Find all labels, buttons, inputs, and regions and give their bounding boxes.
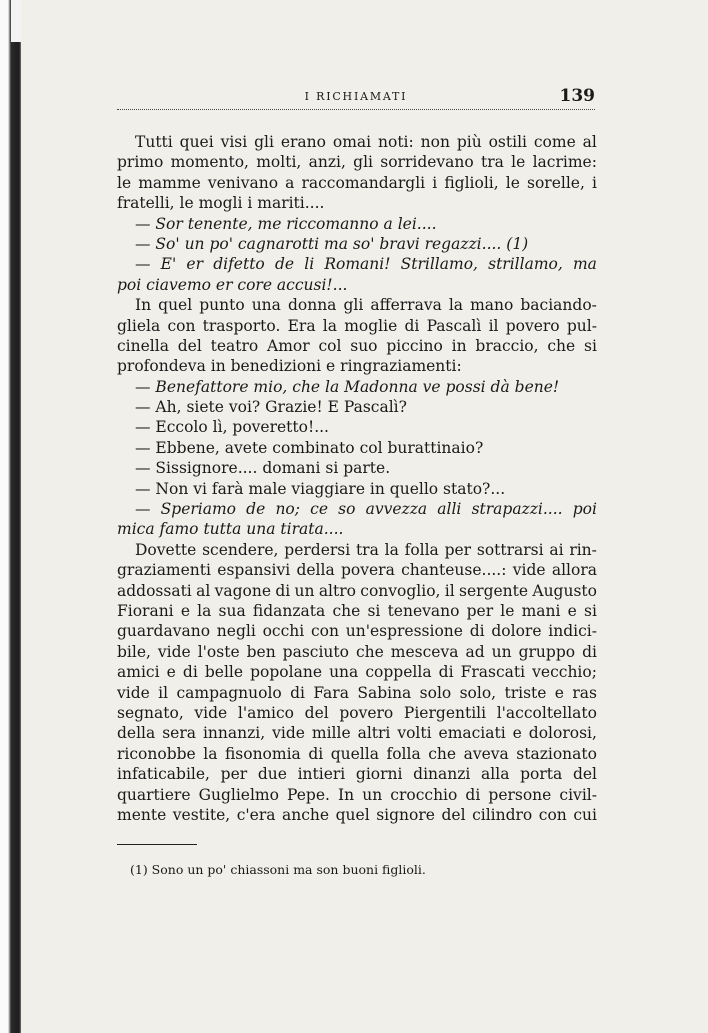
word: tra	[355, 540, 379, 559]
word: col	[318, 336, 342, 355]
word: una	[251, 296, 281, 315]
word: Speriamo	[160, 500, 237, 519]
word: espansivi	[217, 561, 291, 580]
page-header	[117, 86, 595, 106]
word: quel	[335, 805, 370, 824]
word: pasciuto	[282, 642, 349, 661]
word: cilindro	[472, 805, 533, 824]
word: la	[322, 316, 337, 335]
word: molti,	[256, 153, 302, 172]
text-line-26	[117, 642, 597, 662]
word: raccomandargli	[301, 173, 426, 192]
word: triste	[504, 683, 547, 702]
text-line-3	[117, 173, 597, 193]
word: gli	[353, 153, 373, 172]
word: le	[117, 173, 132, 192]
word: il	[158, 683, 169, 702]
word: altro	[318, 581, 356, 600]
text-line-30	[117, 723, 597, 743]
word: alli	[437, 500, 462, 519]
word: vide	[272, 724, 305, 743]
word: Era	[287, 316, 316, 335]
word: giorni	[355, 765, 403, 784]
word: erano	[280, 133, 326, 151]
word: alla	[481, 765, 510, 784]
word: al	[196, 581, 211, 600]
text-line-23	[117, 581, 597, 601]
word: tra	[481, 153, 504, 172]
word: si	[583, 336, 597, 355]
word: indici-	[548, 622, 597, 641]
word: i	[432, 173, 438, 192]
word: a	[285, 173, 295, 192]
running-title: I RICHIAMATI	[304, 90, 408, 103]
word: ai	[549, 540, 564, 559]
word: solo	[419, 683, 452, 702]
word: un	[491, 642, 512, 661]
page-spine-edge	[0, 0, 21, 1033]
text-line-10	[117, 316, 597, 336]
word: le	[505, 173, 520, 192]
word: anche	[282, 805, 330, 824]
word: di	[469, 622, 485, 641]
word: e	[554, 683, 564, 702]
text-line-14: — Ah, siete voi? Grazie! E Pascalì?	[135, 398, 407, 417]
word: di	[290, 683, 305, 702]
word: gli	[343, 296, 364, 315]
word: quartiere	[117, 785, 191, 804]
text-line-22	[117, 560, 597, 580]
word: al	[582, 133, 597, 151]
word: cui	[573, 805, 597, 824]
word: la	[197, 601, 212, 620]
dialogue-line	[135, 499, 597, 519]
word: il	[444, 581, 455, 600]
word: E'	[160, 255, 177, 274]
word: bile,	[117, 642, 151, 661]
word: occhi	[262, 622, 305, 641]
spine-top-highlight	[11, 0, 21, 42]
word: mille	[311, 724, 351, 743]
word: Fara	[313, 683, 349, 702]
word: mani	[521, 601, 561, 620]
word: della	[296, 561, 335, 580]
word: chanteuse....:	[401, 561, 507, 580]
text-line-24	[117, 601, 597, 621]
word: piccino	[386, 336, 443, 355]
word: ad	[465, 642, 485, 661]
word: negli	[216, 622, 256, 641]
word: figlioli,	[444, 173, 499, 192]
word: un	[362, 785, 383, 804]
word: vide	[117, 683, 150, 702]
word: che	[355, 642, 384, 661]
word: la	[384, 540, 399, 559]
word: mano	[470, 296, 514, 315]
word: di	[465, 785, 481, 804]
word: sera	[162, 724, 196, 743]
word: vide	[194, 703, 228, 722]
word: teatro	[210, 336, 259, 355]
word: —	[135, 500, 151, 519]
text-line-6	[117, 234, 597, 254]
word: le	[511, 153, 526, 172]
text-line-5	[117, 214, 597, 234]
word: de	[246, 500, 266, 519]
word: omai	[332, 133, 372, 151]
word: quella	[330, 744, 379, 763]
dialogue-line	[135, 254, 597, 274]
word: la	[448, 296, 464, 315]
text-line-16: — Ebbene, avete combinato col burattinaio?	[135, 438, 484, 457]
word: sua	[218, 601, 246, 620]
word: so	[338, 500, 356, 519]
word: popolane	[250, 663, 322, 682]
word: trasporto.	[202, 316, 281, 335]
word: che	[332, 601, 361, 620]
word: signore	[376, 805, 435, 824]
word: Pepe.	[287, 785, 330, 804]
word: il	[488, 316, 499, 335]
word: vagone	[214, 581, 272, 600]
word: con	[310, 622, 339, 641]
word: belle	[204, 663, 244, 682]
word: Dovette	[135, 540, 197, 559]
word: dinanzi	[413, 765, 471, 784]
word: persone	[488, 785, 552, 804]
text-line-19	[117, 499, 597, 519]
word: quei	[179, 133, 214, 151]
word: campagnuolo	[176, 683, 282, 702]
word: si	[367, 601, 381, 620]
word: crocchio	[390, 785, 458, 804]
word: di	[404, 316, 420, 335]
word: sergente	[459, 581, 529, 600]
word: un	[294, 581, 315, 600]
text-line-7	[117, 254, 597, 274]
dialogue-line: — Sor tenente, me riccomanno a lei....	[135, 214, 437, 233]
word: Sabina	[357, 683, 412, 702]
word: addossati	[117, 581, 192, 600]
text-line-25	[117, 621, 597, 641]
word: di	[582, 642, 597, 661]
text-line-27	[117, 662, 597, 682]
word: solo,	[459, 683, 497, 702]
word: per	[444, 540, 472, 559]
text-line-17: — Sissignore.... domani si parte.	[135, 459, 391, 478]
text-line-31	[117, 744, 597, 764]
word: Fiorani	[117, 601, 174, 620]
word: vestite,	[172, 805, 231, 824]
text-line-9	[117, 295, 597, 315]
word: mesceva	[390, 642, 459, 661]
word: dolorosi,	[528, 724, 597, 743]
word: povera	[341, 561, 395, 580]
word: gliela	[117, 316, 161, 335]
word: poi	[572, 500, 597, 519]
word: mente	[117, 805, 167, 824]
word: le	[500, 601, 515, 620]
dialogue-line: poi ciavemo er core accusi!...	[117, 275, 348, 294]
word: povero	[505, 316, 560, 335]
word: folla	[386, 744, 421, 763]
word: l'accoltellato	[496, 703, 597, 722]
word: sorelle,	[527, 173, 585, 192]
page-number: 139	[559, 86, 595, 106]
word: sottrarsi	[476, 540, 544, 559]
word: più	[456, 133, 482, 151]
word: e	[180, 601, 190, 620]
text-line-12: profondeva in benedizioni e ringraziamenti:	[117, 357, 462, 376]
word: del	[572, 765, 597, 784]
word: anzi,	[308, 153, 346, 172]
word: —	[135, 255, 151, 274]
word: in	[451, 336, 467, 355]
word: i	[591, 173, 597, 192]
word: mamme	[138, 173, 201, 192]
word: noti:	[378, 133, 414, 151]
text-line-20	[117, 519, 597, 539]
word: rin-	[569, 540, 597, 559]
word: Frascati	[460, 663, 526, 682]
word: vide	[512, 561, 546, 580]
word: gruppo	[518, 642, 576, 661]
word: ostili	[488, 133, 527, 151]
word: con	[538, 805, 567, 824]
word: perdersi	[284, 540, 351, 559]
text-line-1	[117, 132, 597, 152]
word: donna	[287, 296, 337, 315]
word: si	[584, 601, 597, 620]
word: Strillamo,	[400, 255, 478, 274]
word: In	[135, 296, 152, 315]
text-line-28	[117, 683, 597, 703]
word: braccio,	[475, 336, 539, 355]
word: difetto	[213, 255, 265, 274]
word: In	[338, 785, 355, 804]
word: Amor	[267, 336, 310, 355]
word: fisonomia	[224, 744, 301, 763]
text-line-29	[117, 703, 597, 723]
word: no;	[275, 500, 300, 519]
text-line-18: — Non vi farà male viaggiare in quello stato?...	[135, 479, 506, 498]
word: er	[186, 255, 204, 274]
word: vecchio;	[532, 663, 597, 682]
word: del	[441, 805, 466, 824]
text-line-8	[117, 275, 597, 295]
word: sorridevano	[380, 153, 474, 172]
word: del	[304, 703, 329, 722]
word: povero	[339, 703, 394, 722]
word: avvezza	[365, 500, 428, 519]
word: una	[329, 663, 359, 682]
word: strillamo,	[488, 255, 563, 274]
word: li	[304, 255, 315, 274]
text-line-4: fratelli, le mogli i mariti....	[117, 194, 325, 213]
word: scendere,	[202, 540, 279, 559]
word: infaticabile,	[117, 765, 210, 784]
word: allora	[551, 561, 597, 580]
word: che	[428, 744, 457, 763]
word: con	[167, 316, 196, 335]
word: moglie	[344, 316, 398, 335]
word: ben	[246, 642, 276, 661]
word: e	[512, 724, 522, 743]
word: che	[547, 336, 576, 355]
text-line-34	[117, 805, 597, 825]
word: stazionato	[516, 744, 597, 763]
word: di	[182, 663, 198, 682]
word: c'era	[236, 805, 276, 824]
word: convoglio,	[360, 581, 441, 600]
word: ce	[310, 500, 328, 519]
word: emaciati	[438, 724, 506, 743]
word: de	[274, 255, 295, 274]
word: aveva	[463, 744, 509, 763]
text-line-13	[117, 377, 597, 397]
word: afferrava	[370, 296, 442, 315]
word: la	[203, 744, 218, 763]
word: e	[166, 663, 176, 682]
word: intieri	[297, 765, 346, 784]
word: Piergentili	[403, 703, 487, 722]
word: l'amico	[237, 703, 294, 722]
word: ma	[572, 255, 597, 274]
word: fidanzata	[252, 601, 326, 620]
body-text	[117, 132, 597, 825]
word: baciando-	[520, 296, 597, 315]
word: cinella	[117, 336, 169, 355]
text-line-21	[117, 540, 597, 560]
header-dotted-rule	[117, 109, 595, 110]
word: e	[567, 601, 577, 620]
word: di	[438, 663, 454, 682]
dialogue-line: — So' un po' cagnarotti ma so' bravi regazzi.... (1)	[135, 234, 529, 253]
word: un'espressione	[345, 622, 463, 641]
word: due	[257, 765, 287, 784]
word: guardavano	[117, 622, 211, 641]
word: strapazzi....	[471, 500, 563, 519]
word: amici	[117, 663, 160, 682]
text-line-2	[117, 152, 597, 172]
word: altri	[357, 724, 391, 743]
word: Augusto	[532, 581, 597, 600]
word: Tutti	[135, 133, 173, 151]
text-line-33	[117, 785, 597, 805]
word: visi	[220, 133, 248, 151]
footnote-rule	[117, 844, 197, 845]
word: suo	[350, 336, 378, 355]
word: volti	[397, 724, 432, 743]
footnote: (1) Sono un po' chiassoni ma son buoni figlioli.	[130, 862, 426, 877]
word: Guglielmo	[198, 785, 279, 804]
word: folla	[404, 540, 439, 559]
word: di	[308, 744, 324, 763]
word: porta	[520, 765, 563, 784]
text-line-11	[117, 336, 597, 356]
word: dolore	[491, 622, 542, 641]
dialogue-line: mica famo tutta una tirata....	[117, 520, 344, 539]
word: del	[177, 336, 202, 355]
word: primo	[117, 153, 164, 172]
word: ras	[572, 683, 597, 702]
word: per	[220, 765, 248, 784]
word: coppella	[365, 663, 432, 682]
word: civil-	[559, 785, 597, 804]
word: punto	[199, 296, 245, 315]
word: lacrime:	[532, 153, 597, 172]
word: tenevano	[387, 601, 460, 620]
word: quel	[158, 296, 193, 315]
text-line-15: — Eccolo lì, poveretto!...	[135, 418, 329, 437]
word: segnato,	[117, 703, 184, 722]
word: innanzi,	[202, 724, 266, 743]
word: graziamenti	[117, 561, 211, 580]
text-line-32	[117, 764, 597, 784]
word: per	[466, 601, 494, 620]
word: di	[275, 581, 291, 600]
word: momento,	[170, 153, 249, 172]
word: Pascalì	[426, 316, 482, 335]
word: venivano	[207, 173, 279, 192]
word: come	[533, 133, 576, 151]
word: l'oste	[197, 642, 240, 661]
word: gli	[254, 133, 274, 151]
word: vide	[157, 642, 191, 661]
dialogue-line: — Benefattore mio, che la Madonna ve possi dà bene!	[135, 377, 560, 396]
word: pul-	[566, 316, 597, 335]
word: non	[420, 133, 450, 151]
word: Romani!	[324, 255, 391, 274]
word: riconobbe	[117, 744, 196, 763]
word: della	[117, 724, 156, 743]
